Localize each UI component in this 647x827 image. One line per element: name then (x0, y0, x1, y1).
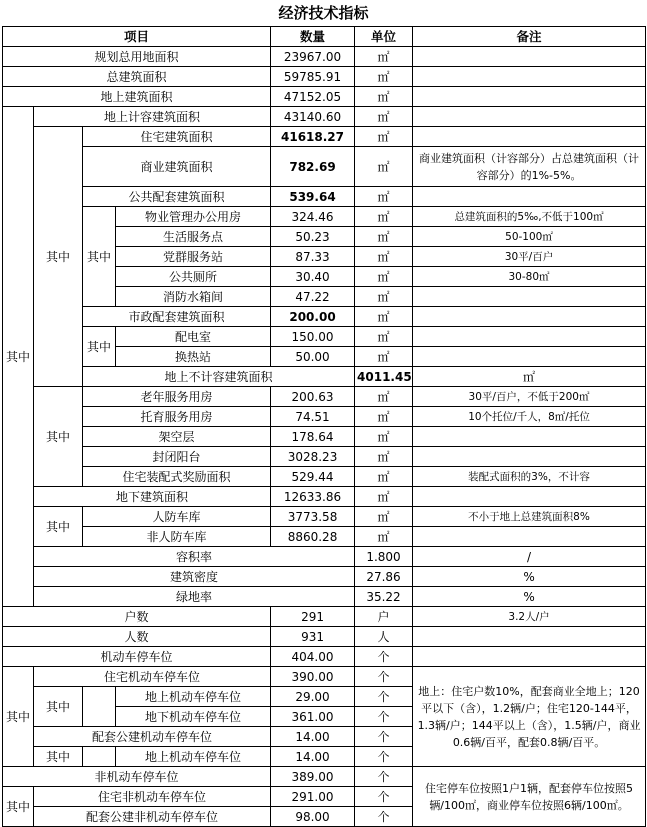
row-qty: 47.22 (271, 287, 355, 307)
row-unit: ㎡ (355, 287, 413, 307)
row-unit: ㎡ (355, 387, 413, 407)
table-row (3, 207, 646, 227)
row-qty: 931 (271, 627, 355, 647)
row-unit: ㎡ (355, 87, 413, 107)
row-name: 户数 (3, 607, 271, 627)
row-unit: / (413, 547, 646, 567)
row-unit: 个 (355, 667, 413, 687)
table-row (3, 67, 646, 87)
row-unit: 户 (355, 607, 413, 627)
row-qty: 324.46 (271, 207, 355, 227)
row-name: 党群服务站 (116, 247, 271, 267)
row-note: 50-100㎡ (413, 227, 646, 247)
row-name: 地上计容建筑面积 (34, 107, 271, 127)
table-row (3, 567, 646, 587)
row-qty: 150.00 (271, 327, 355, 347)
row-note (413, 187, 646, 207)
row-unit: ㎡ (355, 527, 413, 547)
row-name: 非人防车库 (83, 527, 271, 547)
row-note (413, 107, 646, 127)
row-name: 绿地率 (34, 587, 355, 607)
table-row (3, 367, 646, 387)
table-row (3, 507, 646, 527)
row-qty: 178.64 (271, 427, 355, 447)
row-unit: ㎡ (355, 467, 413, 487)
row-name: 换热站 (116, 347, 271, 367)
row-note (413, 287, 646, 307)
motor-parking-note: 地上：住宅户数10%，配套商业全地上；120平以下（含），1.2辆/户；住宅120-144平，1.3辆/户；144平以上（含），1.5辆/户，商业0.6辆/百平，配套0.8辆/百平。 (413, 667, 646, 767)
table-row (3, 487, 646, 507)
group-label-motor: 其中 (3, 667, 34, 767)
table-row (3, 387, 646, 407)
group-label-bike: 其中 (3, 787, 34, 827)
row-unit: 个 (355, 747, 413, 767)
row-unit: ㎡ (355, 47, 413, 67)
row-note (413, 47, 646, 67)
row-qty: 14.00 (271, 747, 355, 767)
row-qty: 291.00 (271, 787, 355, 807)
row-name: 住宅建筑面积 (83, 127, 271, 147)
row-qty: 30.40 (271, 267, 355, 287)
row-name: 生活服务点 (116, 227, 271, 247)
row-qty: 50.23 (271, 227, 355, 247)
row-name: 物业管理办公用房 (116, 207, 271, 227)
row-qty: 27.86 (355, 567, 413, 587)
row-name: 地下机动车停车位 (116, 707, 271, 727)
table-row (3, 187, 646, 207)
row-qty: 200.63 (271, 387, 355, 407)
table-row (3, 447, 646, 467)
row-name: 地上建筑面积 (3, 87, 271, 107)
row-unit: ㎡ (355, 227, 413, 247)
row-qty: 47152.05 (271, 87, 355, 107)
row-qty: 74.51 (271, 407, 355, 427)
row-note (413, 647, 646, 667)
row-name: 住宅装配式奖励面积 (83, 467, 271, 487)
row-qty: 390.00 (271, 667, 355, 687)
group-label-counted: 其中 (34, 127, 83, 387)
group-label-municipal: 其中 (83, 327, 116, 367)
row-name: 市政配套建筑面积 (83, 307, 271, 327)
header-item: 项目 (3, 27, 271, 47)
row-name: 配电室 (116, 327, 271, 347)
table-row (3, 407, 646, 427)
header-unit: 单位 (355, 27, 413, 47)
table-row (3, 527, 646, 547)
row-unit: 个 (355, 787, 413, 807)
group-label-public: 其中 (83, 207, 116, 307)
row-qty: 43140.60 (271, 107, 355, 127)
header-note: 备注 (413, 27, 646, 47)
row-name: 地上不计容建筑面积 (83, 367, 355, 387)
table-row (3, 607, 646, 627)
table-row (3, 127, 646, 147)
row-unit: ㎡ (355, 267, 413, 287)
table-row (3, 47, 646, 67)
row-unit: 个 (355, 767, 413, 787)
row-qty: 3773.58 (271, 507, 355, 527)
blank-cell (83, 747, 116, 767)
row-qty: 404.00 (271, 647, 355, 667)
row-note: 30平/百户 (413, 247, 646, 267)
row-unit: ㎡ (355, 447, 413, 467)
row-qty: 291 (271, 607, 355, 627)
row-name: 人防车库 (83, 507, 271, 527)
row-note (413, 87, 646, 107)
row-name: 托育服务用房 (83, 407, 271, 427)
row-unit: ㎡ (355, 507, 413, 527)
row-qty: 98.00 (271, 807, 355, 827)
table-row (3, 307, 646, 327)
row-qty: 12633.86 (271, 487, 355, 507)
row-unit: ㎡ (355, 327, 413, 347)
group-label-residential-motor: 其中 (34, 687, 83, 727)
row-unit: ㎡ (355, 487, 413, 507)
row-qty: 1.800 (355, 547, 413, 567)
indicator-table (2, 26, 646, 827)
row-unit: ㎡ (355, 247, 413, 267)
row-qty: 41618.27 (271, 127, 355, 147)
row-name: 公共厕所 (116, 267, 271, 287)
row-name: 总建筑面积 (3, 67, 271, 87)
group-label-uncounted: 其中 (34, 387, 83, 487)
row-unit: 人 (355, 627, 413, 647)
row-name: 人数 (3, 627, 271, 647)
row-qty: 3028.23 (271, 447, 355, 467)
row-name: 封闭阳台 (83, 447, 271, 467)
row-qty: 23967.00 (271, 47, 355, 67)
row-note: 总建筑面积的5‰,不低于100㎡ (413, 207, 646, 227)
row-note (413, 307, 646, 327)
row-name: 建筑密度 (34, 567, 355, 587)
row-qty: 529.44 (271, 467, 355, 487)
row-qty: 29.00 (271, 687, 355, 707)
row-qty: 50.00 (271, 347, 355, 367)
row-name: 机动车停车位 (3, 647, 271, 667)
table-row (3, 87, 646, 107)
row-unit: ㎡ (355, 207, 413, 227)
blank-cell (83, 687, 116, 727)
row-name: 地上机动车停车位 (116, 747, 271, 767)
row-unit: ㎡ (355, 307, 413, 327)
row-unit: ㎡ (355, 107, 413, 127)
row-note (413, 447, 646, 467)
row-name: 商业建筑面积 (83, 147, 271, 187)
row-unit: 个 (355, 707, 413, 727)
row-note: 不小于地上总建筑面积8% (413, 507, 646, 527)
row-note (413, 527, 646, 547)
row-note: 商业建筑面积（计容部分）占总建筑面积（计容部分）的1%-5%。 (413, 147, 646, 187)
row-note (413, 67, 646, 87)
row-name: 老年服务用房 (83, 387, 271, 407)
row-name: 地上机动车停车位 (116, 687, 271, 707)
table-row (3, 327, 646, 347)
group-label-above-ground: 其中 (3, 107, 34, 607)
sheet-title: 经济技术指标 (278, 4, 369, 22)
row-note: 30平/百户，不低于200㎡ (413, 387, 646, 407)
row-name: 公共配套建筑面积 (83, 187, 271, 207)
table-row (3, 667, 646, 687)
table-row (3, 107, 646, 127)
row-unit: % (413, 587, 646, 607)
row-qty: 35.22 (355, 587, 413, 607)
row-note (413, 627, 646, 647)
row-qty: 4011.45 (355, 367, 413, 387)
table-row (3, 147, 646, 187)
row-name: 配套公建非机动车停车位 (34, 807, 271, 827)
row-unit: ㎡ (355, 187, 413, 207)
row-name: 非机动车停车位 (3, 767, 271, 787)
row-unit: ㎡ (355, 147, 413, 187)
row-name: 地下建筑面积 (34, 487, 271, 507)
bike-parking-note: 住宅停车位按照1户1辆，配套停车位按照5辆/100㎡，商业停车位按照6辆/100㎡。 (413, 767, 646, 827)
row-unit: 个 (355, 687, 413, 707)
header-qty: 数量 (271, 27, 355, 47)
row-qty: 87.33 (271, 247, 355, 267)
group-label-public-motor: 其中 (34, 747, 83, 767)
row-name: 住宅机动车停车位 (34, 667, 271, 687)
row-name: 配套公建机动车停车位 (34, 727, 271, 747)
row-unit: ㎡ (355, 347, 413, 367)
row-note (413, 347, 646, 367)
row-note (413, 327, 646, 347)
row-note (413, 127, 646, 147)
table-row (3, 547, 646, 567)
table-row (3, 767, 646, 787)
table-row (3, 647, 646, 667)
row-unit: ㎡ (355, 427, 413, 447)
row-qty: 59785.91 (271, 67, 355, 87)
row-note: 10个托位/千人，8㎡/托位 (413, 407, 646, 427)
row-name: 规划总用地面积 (3, 47, 271, 67)
row-qty: 539.64 (271, 187, 355, 207)
row-name: 住宅非机动车停车位 (34, 787, 271, 807)
row-note (413, 487, 646, 507)
row-note: 3.2人/户 (413, 607, 646, 627)
row-qty: 14.00 (271, 727, 355, 747)
row-qty: 389.00 (271, 767, 355, 787)
table-row (3, 587, 646, 607)
table-row (3, 467, 646, 487)
row-qty: 361.00 (271, 707, 355, 727)
row-note: 装配式面积的3%，不计容 (413, 467, 646, 487)
row-unit: ㎡ (355, 407, 413, 427)
row-note: 30-80㎡ (413, 267, 646, 287)
header-row (3, 27, 646, 47)
table-row (3, 627, 646, 647)
table-row (3, 427, 646, 447)
row-name: 架空层 (83, 427, 271, 447)
row-name: 容积率 (34, 547, 355, 567)
row-qty: 200.00 (271, 307, 355, 327)
row-unit: ㎡ (355, 67, 413, 87)
row-unit: ㎡ (413, 367, 646, 387)
row-unit: 个 (355, 647, 413, 667)
row-name: 消防水箱间 (116, 287, 271, 307)
group-label-underground: 其中 (34, 507, 83, 547)
row-unit: 个 (355, 727, 413, 747)
row-unit: % (413, 567, 646, 587)
row-unit: ㎡ (355, 127, 413, 147)
row-unit: 个 (355, 807, 413, 827)
row-note (413, 427, 646, 447)
row-qty: 8860.28 (271, 527, 355, 547)
row-qty: 782.69 (271, 147, 355, 187)
